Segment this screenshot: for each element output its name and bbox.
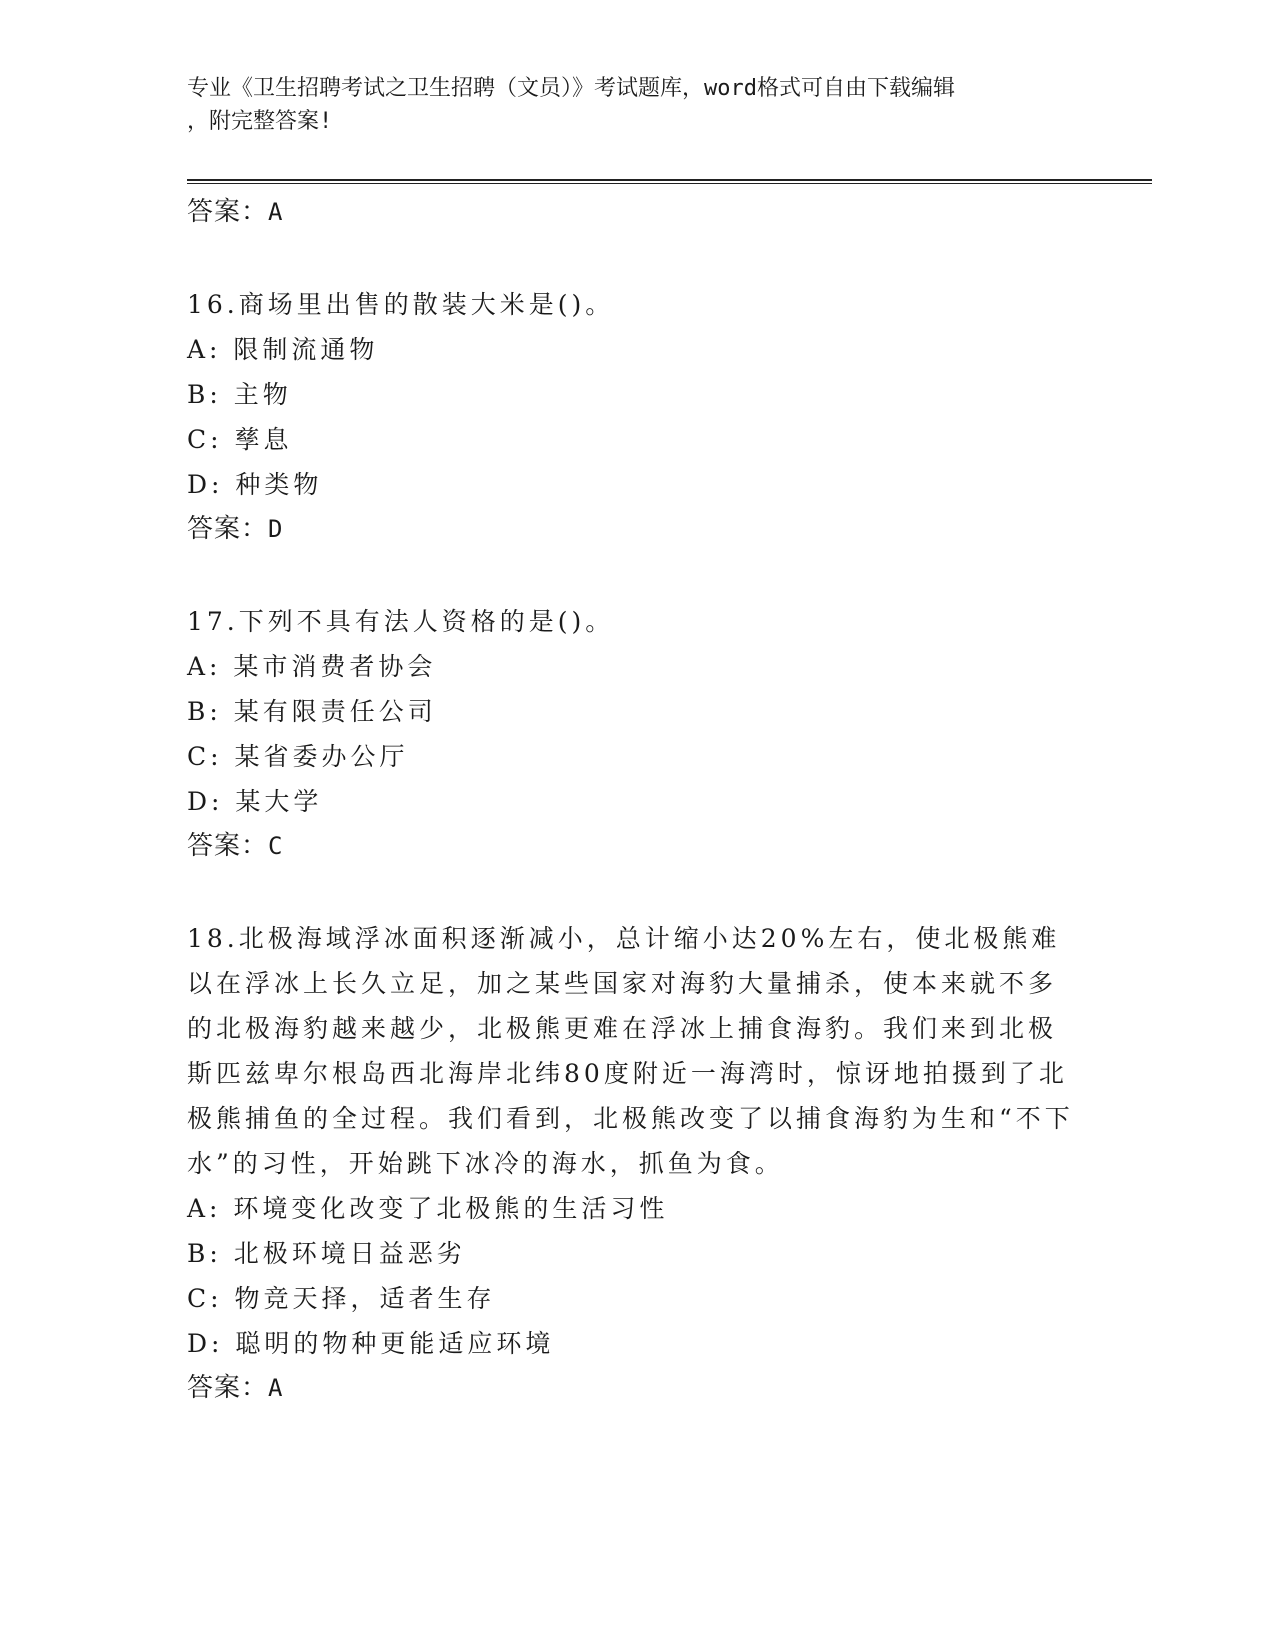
- question-stem: 16.商场里出售的散装大米是()。: [187, 290, 615, 319]
- spacer: [187, 235, 1077, 282]
- header-line-1: 专业《卫生招聘考试之卫生招聘（文员）》考试题库，word格式可自由下载编辑: [187, 76, 955, 101]
- header-divider-thin: [187, 183, 1152, 184]
- answer-value: D: [268, 515, 284, 543]
- answer-value: A: [268, 1374, 284, 1402]
- header-line-2: ，附完整答案!: [187, 109, 333, 134]
- option-d: D: 某大学: [187, 787, 323, 816]
- spacer: [187, 869, 1077, 916]
- option-d: D: 种类物: [187, 470, 323, 499]
- question-stem: 18.北极海域浮冰面积逐渐减小，总计缩小达20%左右，使北极熊难以在浮冰上长久立足，加之某些国家对海豹大量捕杀，使本来就不多的北极海豹越来越少，北极熊更难在浮冰上捕食海豹。我们来到北极斯匹兹卑尔根岛西北海岸北纬80度附近一海湾时，惊讶地拍摄到了北极熊捕鱼的全过程。我们看到，北极熊改变了以捕食海豹为生和“不下水”的习性，开始跳下冰冷的海水，抓鱼为食。: [187, 924, 1074, 1178]
- option-c: C: 物竞天择，适者生存: [187, 1284, 496, 1313]
- answer-label: 答案：: [187, 831, 269, 861]
- answer-label: 答案：: [187, 197, 269, 227]
- question-answer: [187, 1366, 1077, 1411]
- answer-label: 答案：: [187, 514, 269, 544]
- previous-answer: [187, 190, 1077, 235]
- answer-label: 答案：: [187, 1373, 269, 1403]
- question-16: [187, 282, 1077, 552]
- option-c: C: 孳息: [187, 425, 293, 454]
- header-divider-thick: [187, 179, 1152, 181]
- question-list: [187, 190, 1077, 1411]
- option-a: A: 环境变化改变了北极熊的生活习性: [187, 1194, 669, 1223]
- question-answer: [187, 824, 1077, 869]
- option-b: B: 主物: [187, 380, 292, 409]
- answer-value: C: [268, 832, 284, 860]
- answer-value: A: [268, 198, 284, 226]
- question-18: [187, 916, 1077, 1411]
- option-c: C: 某省委办公厅: [187, 742, 409, 771]
- question-17: [187, 599, 1077, 869]
- option-a: A: 限制流通物: [187, 335, 379, 364]
- question-stem: 17.下列不具有法人资格的是()。: [187, 607, 615, 636]
- spacer: [187, 552, 1077, 599]
- option-b: B: 某有限责任公司: [187, 697, 437, 726]
- document-header: [187, 72, 1067, 138]
- question-answer: [187, 507, 1077, 552]
- option-a: A: 某市消费者协会: [187, 652, 437, 681]
- option-d: D: 聪明的物种更能适应环境: [187, 1329, 555, 1358]
- option-b: B: 北极环境日益恶劣: [187, 1239, 466, 1268]
